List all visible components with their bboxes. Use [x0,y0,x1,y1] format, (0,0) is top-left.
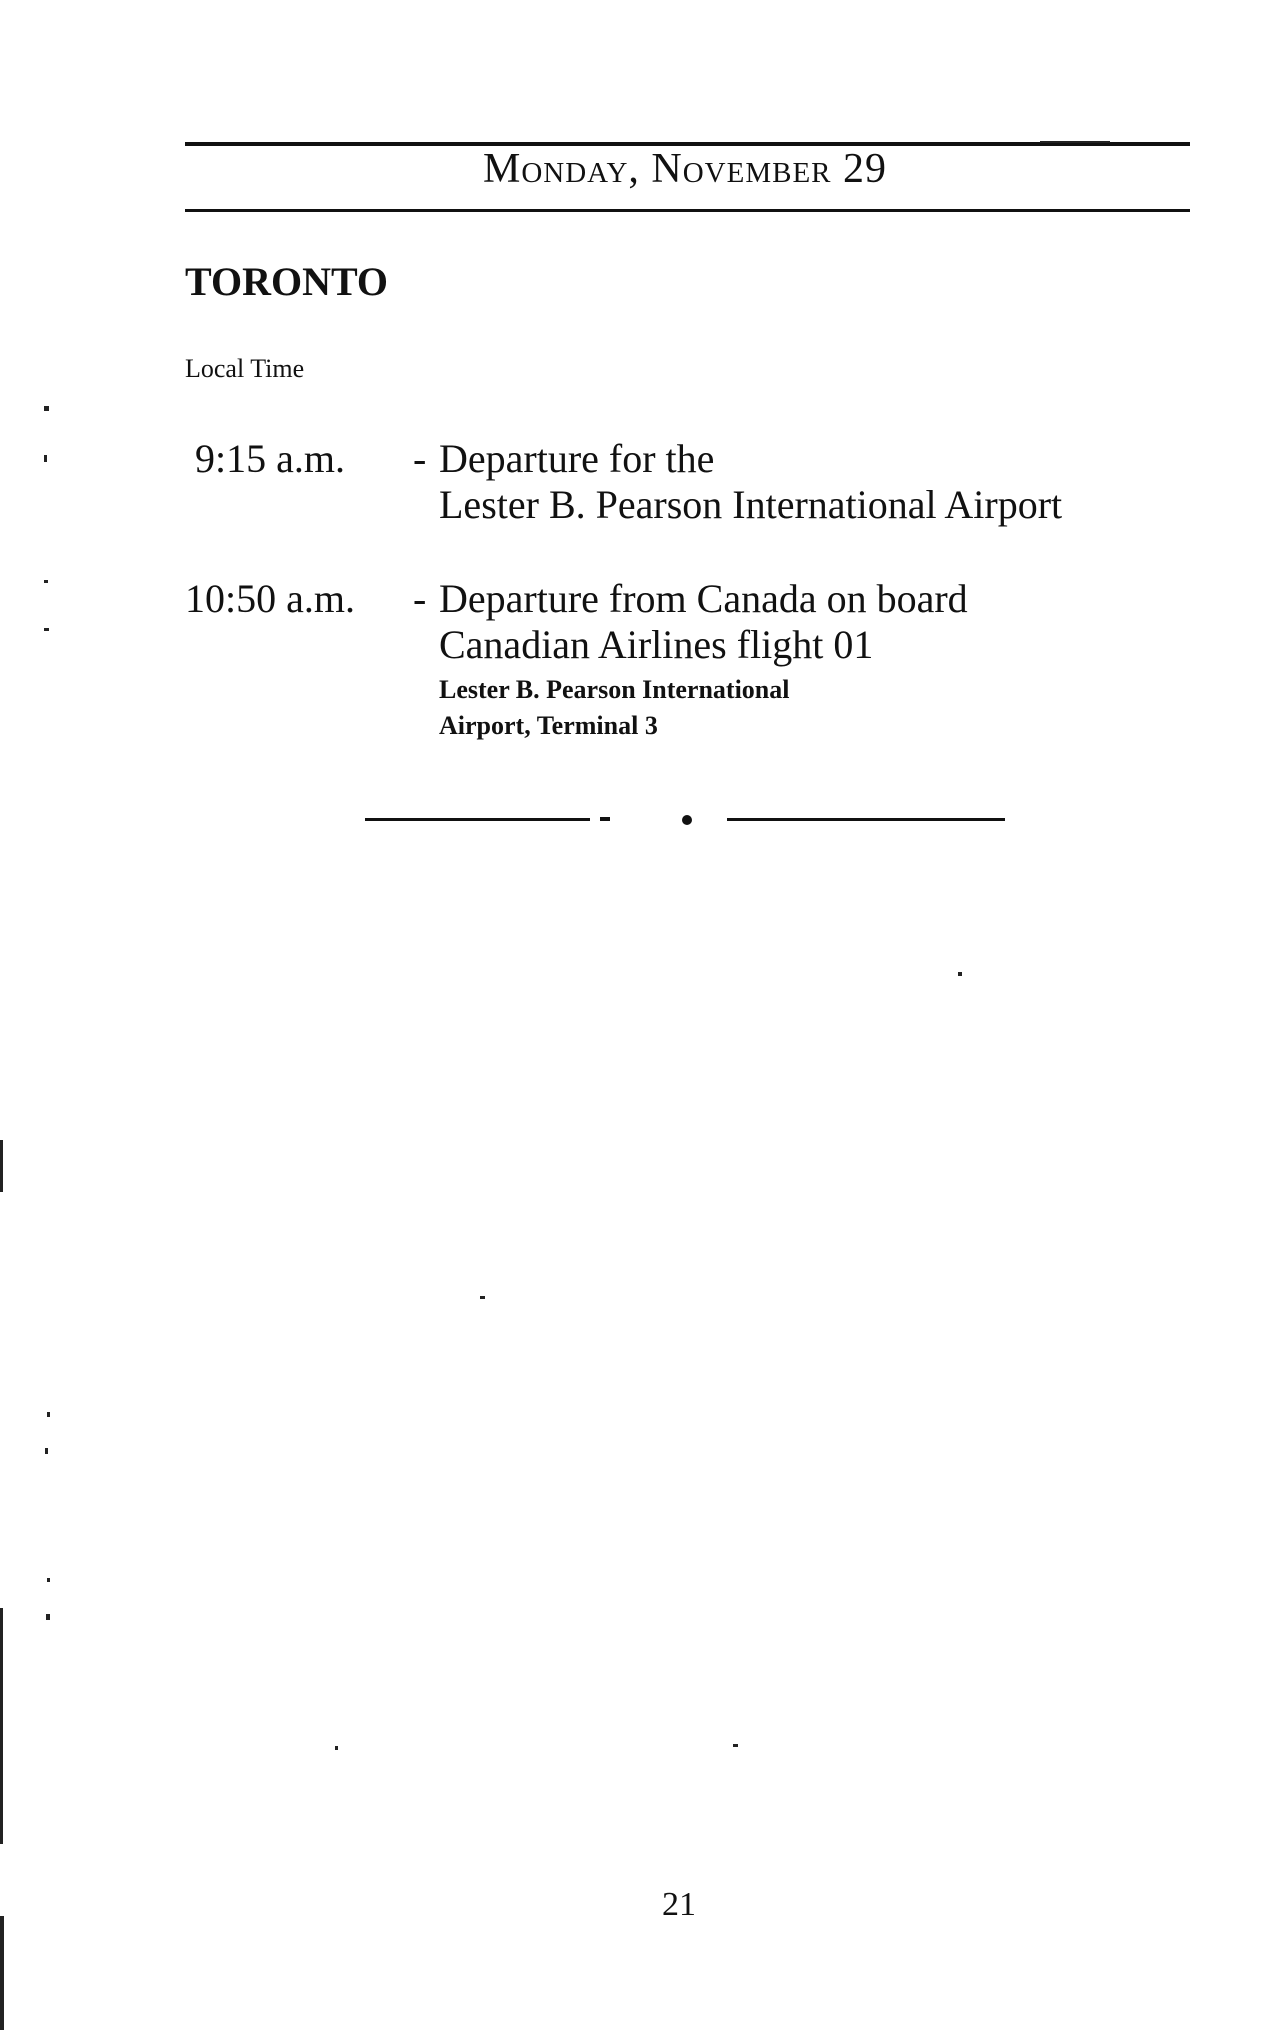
ornament-left-rule [365,818,590,821]
scan-speck [46,1614,50,1620]
left-edge-mark [0,1608,3,1844]
header-bottom-rule [185,209,1190,212]
scan-speck [480,1296,485,1299]
scan-speck [958,972,962,976]
scan-speck [44,580,48,583]
left-edge-mark [0,1916,4,2030]
scan-speck [335,1746,338,1750]
scan-speck [47,1412,50,1417]
top-edge-mark [1040,141,1110,143]
entry-dash: - [413,576,427,621]
day-header: Monday, November 29 [482,146,887,192]
scan-speck [47,1578,50,1582]
entry-time: 10:50 a.m. [185,576,355,621]
city-heading: TORONTO [185,259,389,304]
ornament-divider [365,810,1005,830]
left-edge-mark [0,1140,3,1192]
entry-description [439,436,1062,528]
entry-subline: Lester B. Pearson International [439,675,790,704]
page-number: 21 [662,1886,696,1923]
ornament-center-dot [682,815,692,825]
entry-line: Canadian Airlines flight 01 [439,622,874,667]
entry-subline: Airport, Terminal 3 [439,711,658,740]
ornament-left-tick [600,817,610,821]
scan-speck [44,455,47,462]
scan-speck [44,628,49,631]
entry-line: Lester B. Pearson International Airport [439,482,1063,527]
scan-speck [45,1448,48,1454]
entry-location [439,672,968,744]
local-time-label: Local Time [185,354,305,383]
entry-time: 9:15 a.m. [195,436,345,481]
entry-line: Departure for the [439,436,715,481]
scan-speck [733,1744,738,1747]
ornament-right-rule [727,818,1005,821]
entry-dash: - [413,436,427,481]
entry-description [439,576,968,744]
entry-line: Departure from Canada on board [439,576,968,621]
scan-speck [44,406,49,411]
